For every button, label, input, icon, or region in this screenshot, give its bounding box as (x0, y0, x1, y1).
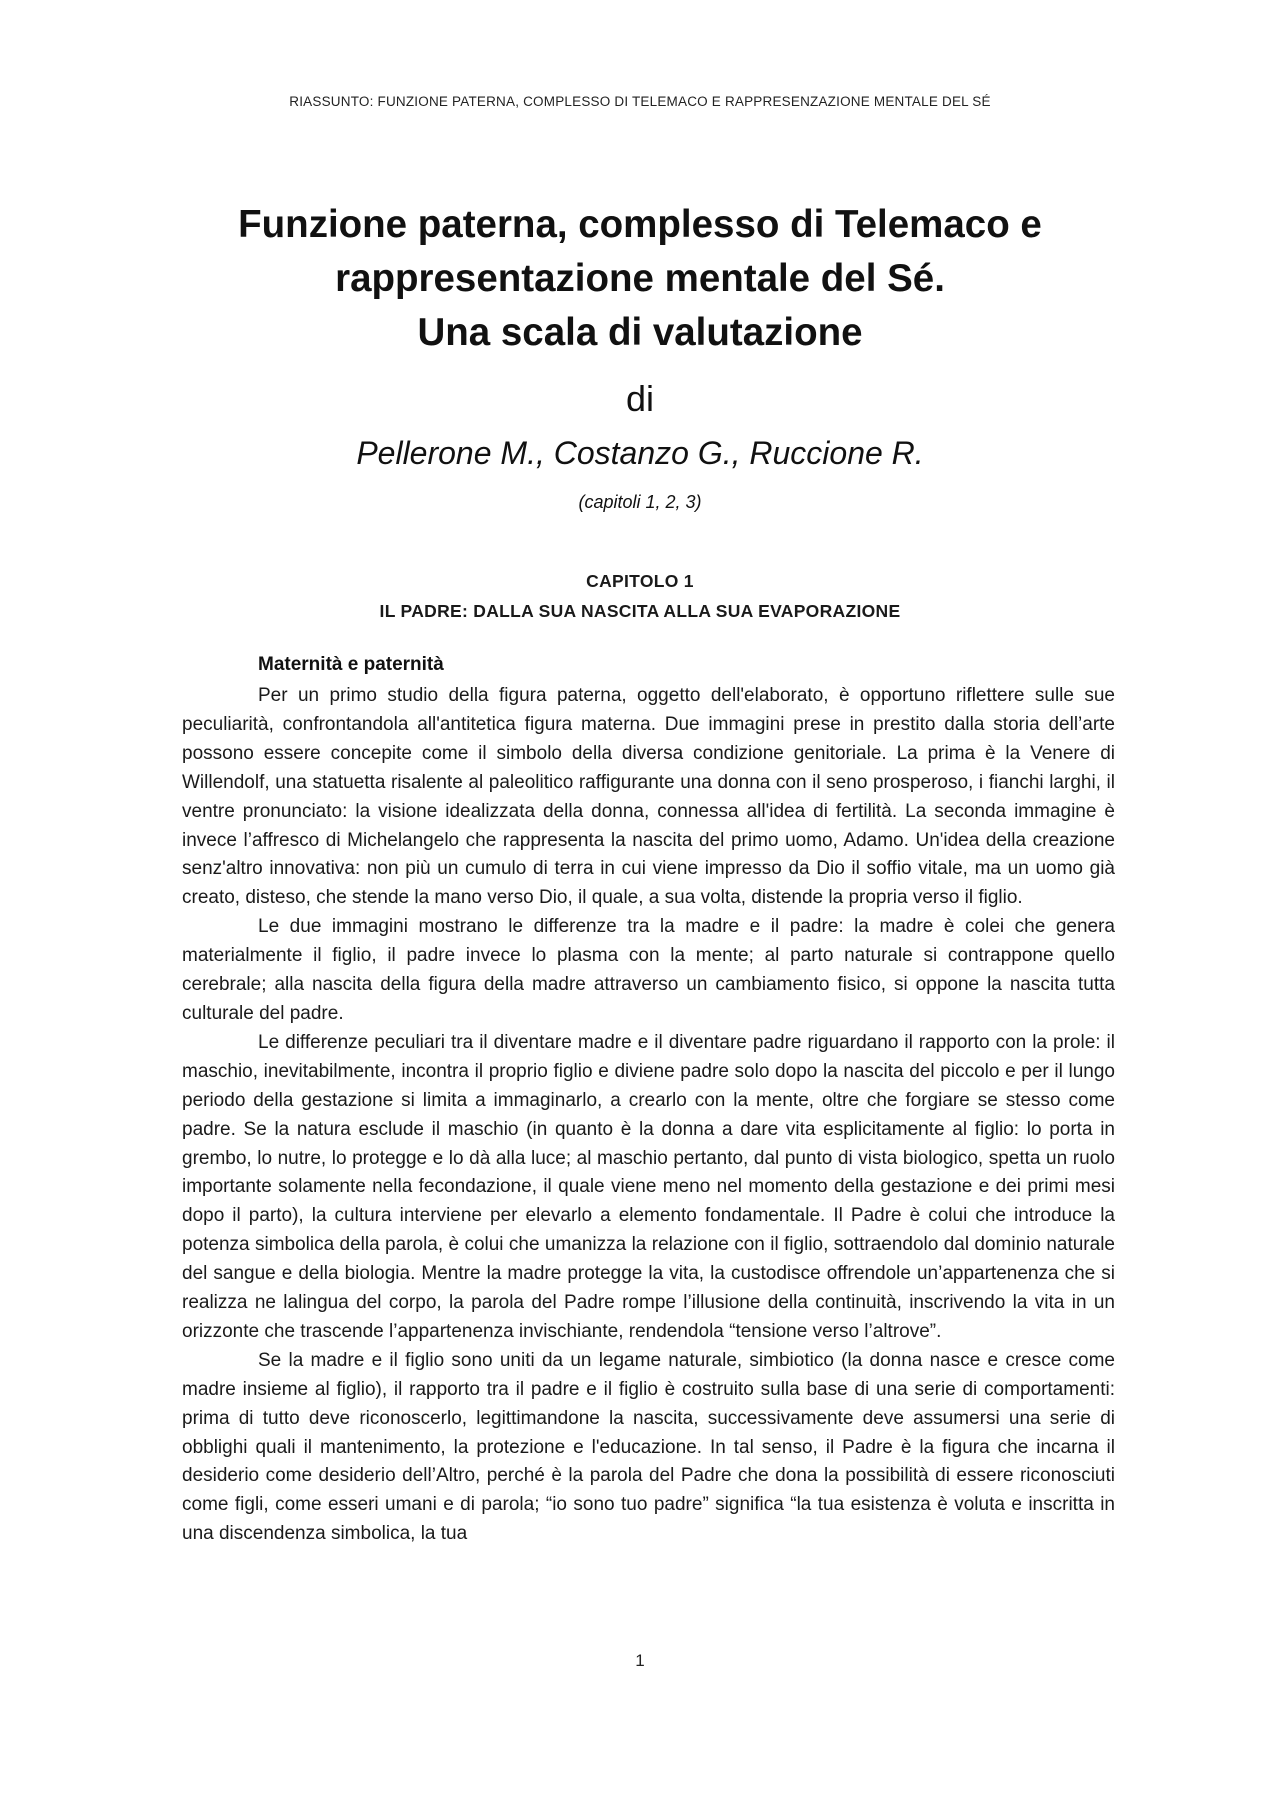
running-header: RIASSUNTO: FUNZIONE PATERNA, COMPLESSO DI TELEMACO E RAPPRESENZAZIONE MENTALE DEL SÉ (289, 94, 991, 109)
title-line-2: rappresentazione mentale del Sé. (335, 257, 945, 300)
paragraph: Per un primo studio della figura paterna, oggetto dell'elaborato, è opportuno riflettere sulle sue peculiarità, confrontandola all'antitetica figura materna. Due immagini prese in prestito dalla storia dell’arte possono essere concepite come il simbolo della diversa condizione genitoriale. La prima è la Venere di Willendolf, una statuetta risalente al paleolitico raffigurante una donna con il seno prosperoso, i fianchi larghi, il ventre pronunciato: la visione idealizzata della donna, connessa all'idea di fertilità. La seconda immagine è invece l’affresco di Michelangelo che rappresenta la nascita del primo uomo, Adamo. Un'idea della creazione senz'altro innovativa: non più un cumulo di terra in cui viene impresso da Dio il soffio vitale, ma un uomo già creato, disteso, che stende la mano verso Dio, il quale, a sua volta, distende la propria verso il figlio. (182, 685, 1115, 909)
paragraph: Le differenze peculiari tra il diventare madre e il diventare padre riguardano il rapporto con la prole: il maschio, inevitabilmente, incontra il proprio figlio e diviene padre solo dopo la nascita del piccolo e per il lungo periodo della gestazione si limita a immaginarlo, a crearlo con la mente, oltre che forgiare se stesso come padre. Se la natura esclude il maschio (in quanto è la donna a dare vita esplicitamente al figlio: lo porta in grembo, lo nutre, lo protegge e lo dà alla luce; al maschio pertanto, dal punto di vista biologico, spetta un ruolo importante solamente nella fecondazione, il quale viene meno nel momento della gestazione e dei primi mesi dopo il parto), la cultura interviene per elevarlo a elemento fondamentale. Il Padre è colui che introduce la potenza simbolica della parola, è colui che umanizza la relazione con il figlio, sottraendolo dal dominio naturale del sangue e della biologia. Mentre la madre protegge la vita, la custodisce offrendole un’appartenenza che si realizza ne lalingua del corpo, la parola del Padre rompe l’illusione della continuità, inscrivendo la vita in un orizzonte che trascende l’appartenenza invischiante, rendendola “tensione verso l’altrove”. (182, 1031, 1115, 1342)
body-text (182, 682, 1115, 1549)
chapter-title: IL PADRE: DALLA SUA NASCITA ALLA SUA EVAPORAZIONE (379, 601, 901, 621)
chapter-heading (0, 566, 1280, 626)
page-number: 1 (635, 1651, 645, 1670)
chapters-note: (capitoli 1, 2, 3) (578, 492, 702, 512)
chapter-number: CAPITOLO 1 (586, 571, 694, 591)
byline: di (625, 378, 655, 419)
paragraph: Le due immagini mostrano le differenze tra la madre e il padre: la madre è colei che genera materialmente il figlio, il padre invece lo plasma con la mente; al parto naturale si contrappone quello cerebrale; alla nascita della figura della madre attraverso un cambiamento fisico, si oppone la nascita tutta culturale del padre. (182, 916, 1115, 1024)
authors: Pellerone M., Costanzo G., Ruccione R. (356, 435, 924, 471)
paragraph: Se la madre e il figlio sono uniti da un legame naturale, simbiotico (la donna nasce e cresce come madre insieme al figlio), il rapporto tra il padre e il figlio è costruito sulla base di una serie di comportamenti: prima di tutto deve riconoscerlo, legittimandone la nascita, successivamente deve assumersi una serie di obblighi quali il mantenimento, la protezione e l'educazione. In tal senso, il Padre è la figura che incarna il desiderio come desiderio dell’Altro, perché è la parola del Padre che dona la possibilità di essere riconosciuti come figli, come esseri umani e di parola; “io sono tuo padre” significa “la tua esistenza è voluta e inscritta in una discendenza simbolica, la tua (182, 1349, 1115, 1545)
title-line-1: Funzione paterna, complesso di Telemaco e (238, 203, 1042, 246)
title-line-3: Una scala di valutazione (417, 311, 863, 354)
section-title: Maternità e paternità (258, 654, 444, 675)
title-block (0, 198, 1280, 513)
